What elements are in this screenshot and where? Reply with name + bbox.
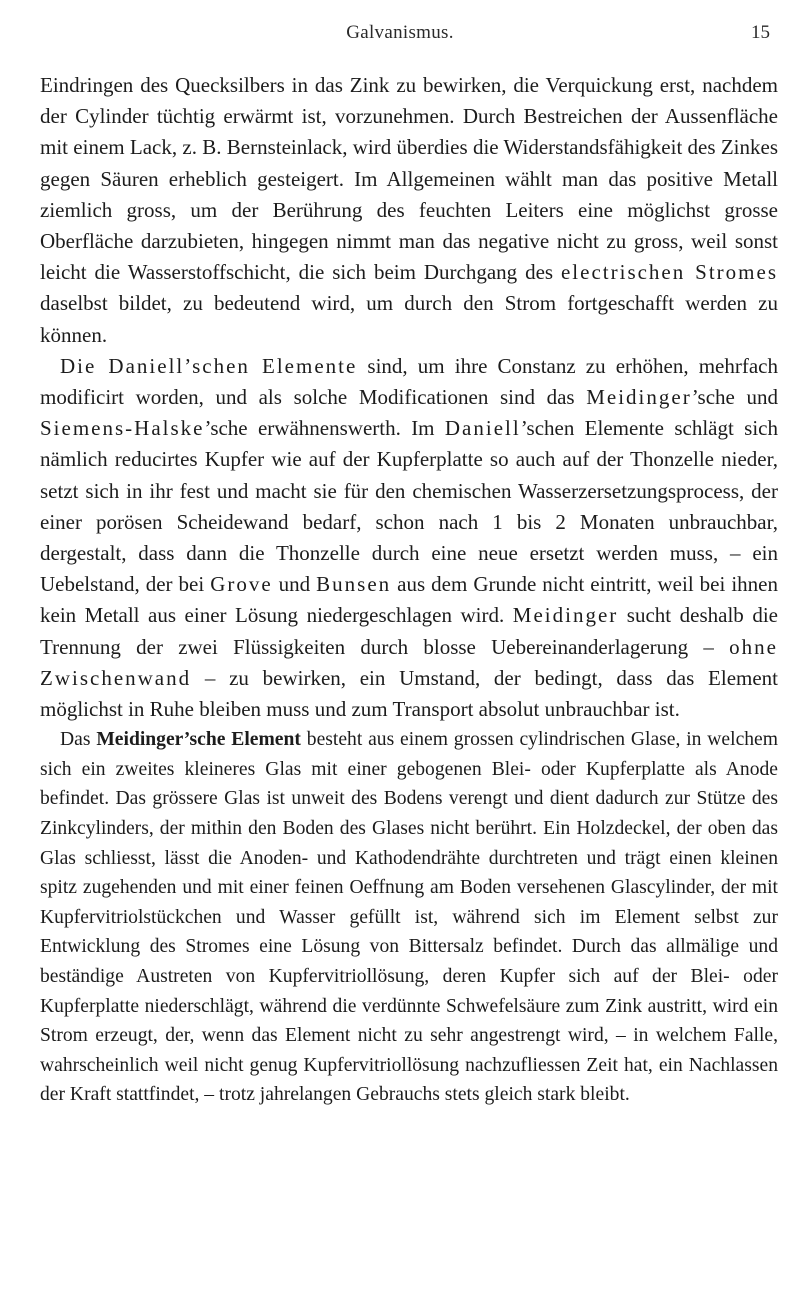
text-run: besteht aus einem grossen cylindrischen Glase, in welchem sich ein zweites kleineres Glas mit einer gebogenen Blei- oder Kupferplatte als Anode befindet. Das grössere Glas ist unweit des Bodens verengt und dient dadurch zur Stütze des Zinkcylinders, der mithin den Boden des Glases nicht berührt. Ein Holzdeckel, der oben das Glas schliesst, lässt die Anoden- und Kathodendrähte durchtreten und trägt einen kleinen spitz zugehenden und mit einer feinen Oeffnung am Boden versehenen Glascylinder, der mit Kupfervitriolstückchen und Wasser gefüllt ist, während sich im Element selbst zur Entwicklung des Stromes eine Lösung von Bittersalz befindet. Durch das allmälige und beständige Austreten von Kupfervitriollösung, deren Kupfer sich auf der Blei- oder Kupferplatte niederschlägt, während die verdünnte Schwefelsäure zum Zink austritt, wird ein Strom erzeugt, der, wenn das Element nicht zu sehr angestrengt wird, – in welchem Falle, wahrscheinlich weil nicht genug Kupfervitriollösung nachzufliessen Zeit hat, ein Nachlassen der Kraft stattfindet, – trotz jahrelangen Gebrauchs stets gleich stark bleibt.	[40, 729, 778, 1106]
spaced-term: Bunsen	[316, 572, 392, 597]
text-run: ’sche und	[691, 385, 779, 410]
text-run: und	[272, 572, 317, 597]
running-title: Galvanismus.	[346, 22, 454, 43]
spaced-term: ohne Zwischenwand	[40, 634, 778, 690]
text-run: aus dem Grunde nicht eintritt, weil bei ihnen kein Metall aus einer Lösung niedergeschlagen wird.	[40, 572, 778, 628]
text-run: sind, um ihre Constanz zu erhöhen, mehrfach modificirt worden, und als solche Modificationen sind das	[40, 353, 778, 410]
spaced-term: Siemens-Halske	[40, 416, 205, 441]
spaced-term: Meidinger	[512, 603, 619, 628]
body-text	[40, 70, 778, 1110]
text-run: daselbst bildet, zu bedeutend wird, um durch den Strom fortgeschafft werden zu können.	[40, 291, 778, 347]
spaced-term: Daniell	[444, 416, 521, 441]
text-run: Das	[60, 729, 97, 751]
bold-term: Meidinger’sche Element	[96, 729, 301, 751]
text-run: – zu bewirken, ein Umstand, der bedingt, dass das Element möglichst in Ruhe bleiben muss und zum Transport absolut unbrauchbar ist.	[40, 665, 778, 722]
text-run: ’schen Elemente schlägt sich nämlich reducirtes Kupfer wie auf der Kupferplatte so auch auf der Thonzelle nieder, setzt sich in ihr fest und macht sie für den chemischen Wasserzersetzungsprocess, der einer porösen Scheidewand bedarf, schon nach 1 bis 2 Monaten unbrauchbar, dergestalt, dass dann die Thonzelle durch eine neue ersetzt werden muss, – ein Uebelstand, der bei	[40, 416, 778, 597]
text-run: Eindringen des Quecksilbers in das Zink zu bewirken, die Verquickung erst, nachdem der Cylinder tüchtig erwärmt ist, vorzunehmen. Durch Bestreichen der Aussenfläche mit einem Lack, z. B. Bernsteinlack, wird überdies die Widerstandsfähigkeit des Zinkes gegen Säuren erheblich gesteigert. Im Allgemeinen wählt man das positive Metall ziemlich gross, um der Berührung des feuchten Leiters eine möglichst grosse Oberfläche darzubieten, hingegen nimmt man das negative nicht zu gross, weil sonst leicht die Wasserstoffschicht, die sich beim Durchgang des	[40, 73, 778, 285]
page-number: 15	[751, 22, 770, 43]
paragraph	[40, 725, 778, 1110]
page-header	[0, 22, 800, 52]
spaced-term: Grove	[210, 572, 273, 597]
text-run: ’sche erwähnenswerth. Im	[204, 416, 445, 441]
text-run: sucht deshalb die Trennung der zwei Flüssigkeiten durch blosse Uebereinanderlagerung –	[40, 603, 778, 659]
paragraph	[40, 351, 778, 725]
paragraph	[40, 70, 778, 351]
spaced-term: electrischen Stromes	[560, 260, 779, 285]
spaced-term: Meidinger	[586, 385, 692, 410]
spaced-term: Die Daniell’schen Elemente	[60, 353, 358, 378]
